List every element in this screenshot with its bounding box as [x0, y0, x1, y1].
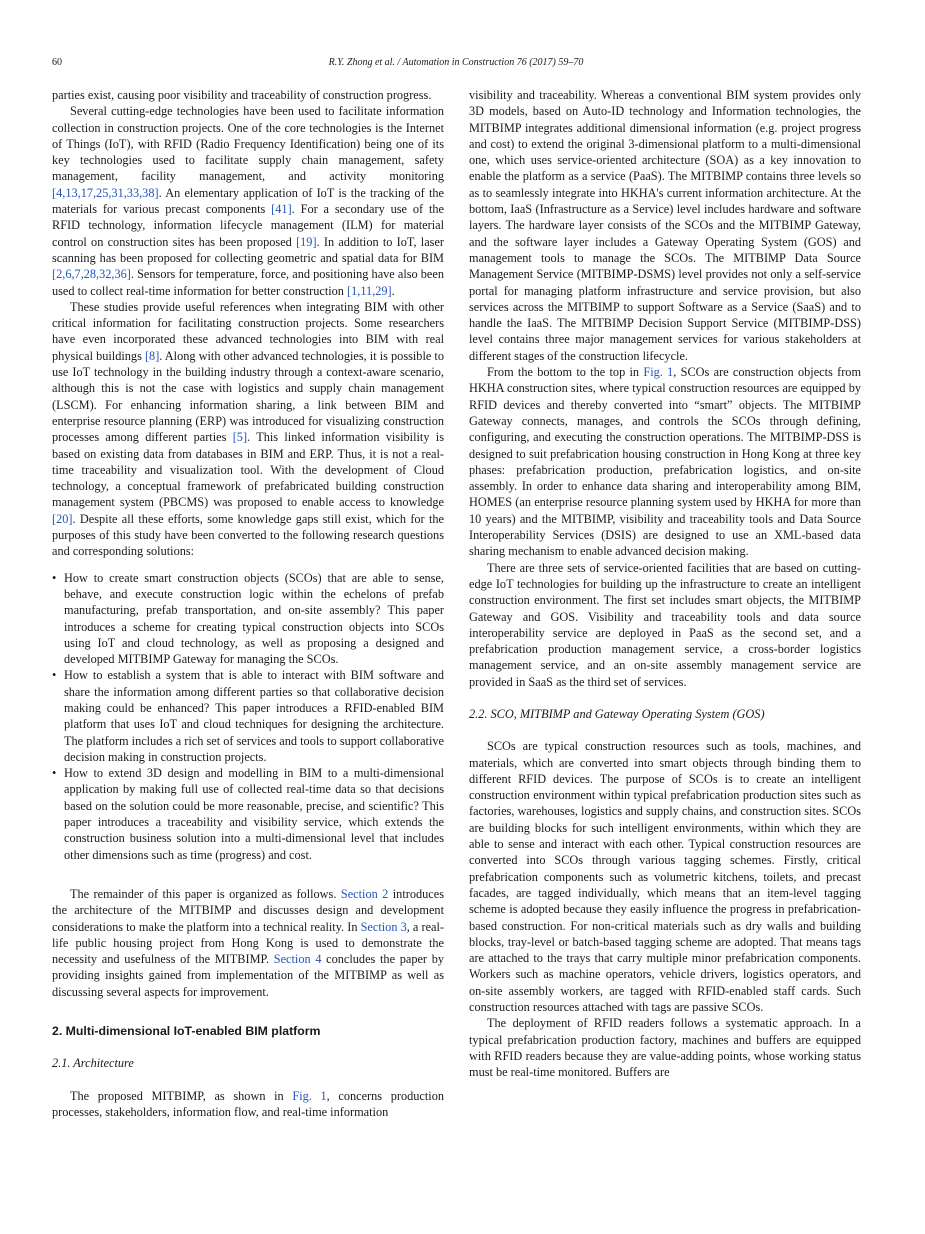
- figure-link[interactable]: Fig. 1: [292, 1088, 327, 1103]
- paragraph: From the bottom to the top in Fig. 1, SCOs are construction objects from HKHA construction sites, where typical construction resources are equipped by RFID devices and thereby converted into “smart” objects. The MITBIMP Gateway connects, manages, and controls the SCOs through defining, configuring, and executing the construction operations. The MITBIMP-DSS is designed to suit prefabrication housing construction in Hong Kong at three key phases: prefabrication production, prefabrication logistics, and on-site assembly. In order to enhance data sharing and interoperability among BIM, HOMES (an enterprise resource planning system used by HKHA for more than 10 years) and the MITBIMP, visibility and traceability tools and Data Source Interoperability Services (DSIS) are designed to use an XML-based data sharing mechanism to enable advanced decision making.: [469, 365, 862, 559]
- paragraph: The proposed MITBIMP, as shown in Fig. 1, concerns production processes, stakeholders, information flow, and real-time information: [52, 1088, 444, 1119]
- paragraph: Several cutting-edge technologies have been used to facilitate information collection in construction projects. One of the core technologies is the Internet of Things (IoT), with RFID (Radio Frequency Identification) being one of its key technologies used to facilitate supply chain management, safety management, facility management, and activity monitoring [4,13,17,25,31,33,38]. An elementary application of IoT is the tracking of the materials for various precast components [41]. For a secondary use of the RFID technology, information lifecycle management (ILM) for material control on construction sites has been proposed [19]. In addition to IoT, laser scanning has been proposed for collecting geometric and spatial data for BIM [2,6,7,28,32,36]. Sensors for temperature, force, and positioning have also been used to collect real-time information for better construction [1,11,29].: [52, 104, 445, 298]
- subsection-heading: 2.2. SCO, MITBIMP and Gateway Operating System (GOS): [469, 706, 765, 721]
- paragraph: There are three sets of service-oriented facilities that are based on cutting-edge IoT technologies for building up the infrastructure to create an intelligent construction environment. The first set includes smart objects, the MITBIMP Gateway and GOS. Visibility and traceability tools and data source interoperability service are deployed in PaaS as the second set, and a prefabrication production management service, a cross-border logistics management service, and an on-site assembly management service are provided in SaaS as the third set of services.: [469, 560, 861, 689]
- paragraph: These studies provide useful references when integrating BIM with other critical information for facilitating construction projects. Some researchers have even incorporated these advanced technologies into BIM with real physical buildings [8]. Along with other advanced technologies, it is possible to use IoT technology in the building industry through a context-aware scenario, although this is not the case with logistics and supply chain management (LSCM). For enhancing information sharing, a link between BIM and enterprise resource planning (ERP) was introduced for visualizing construction processes among different parties [5]. This linked information visibility is based on existing data from databases in BIM and ERP. Thus, it is not a real-time traceability and visualization tool. With the development of Cloud technology, a conceptual framework of prefabricated building construction management system (PBCMS) was proposed to enable access to knowledge [20]. Despite all these efforts, some knowledge gaps still exist, which for the purposes of this study have been converted to the following research questions and corresponding solutions:: [52, 299, 445, 559]
- list-item: • How to extend 3D design and modelling in BIM to a multi-dimensional application by making full use of collected real-time data so that decisions based on the solution could be more reasonable, precise, and scientific? This paper introduces a traceability and visibility service, which extends the construction business solution into a multi-dimensional level that includes other dimensions such as time (progress) and cost.: [52, 765, 444, 863]
- paragraph: The remainder of this paper is organized as follows. Section 2 introduces the architecture of the MITBIMP and discusses design and development considerations to make the platform into a technical reality. In Section 3, a real-life public housing project from Hong Kong is used to demonstrate the necessity and usefulness of the MITBIMP. Section 4 concludes the paper by providing insights gained from implementation of the MITBIMP as well as discussing several aspects for improvement.: [52, 886, 445, 999]
- paragraph: The deployment of RFID readers follows a systematic approach. In a typical prefabrication production factory, machines and buffers are equipped with RFID readers because they are value-adding points, whose working status must be real-time monitored. Buffers are: [469, 1016, 861, 1080]
- citation-link[interactable]: [19]: [296, 234, 317, 249]
- section-link[interactable]: Section 2: [340, 886, 389, 901]
- page-header: [52, 57, 860, 73]
- list-item: • How to establish a system that is able to interact with BIM software and share the information among different parties so that collaborative decision making could be enhanced? This paper introduces a RFID-enabled BIM platform that uses IoT and cloud techniques for designing the architecture. The platform includes a rich set of services and tools to support collaborative decision making in construction projects.: [52, 667, 444, 765]
- running-title: R.Y. Zhong et al. / Automation in Construction 76 (2017) 59–70: [328, 57, 584, 68]
- citation-link[interactable]: [4,13,17,25,31,33,38]: [52, 185, 159, 200]
- right-column: [469, 87, 861, 1081]
- paragraph: visibility and traceability. Whereas a conventional BIM system provides only 3D models, based on Auto-ID technology and Information technologies, the MITBIMP integrates additional dimensional information (e.g. project progress and cost) to extend the original 3-dimensional platform to a multi-dimensional one, which uses service-oriented architecture (SOA) as a key innovation to enable the platform as a service (PaaS). The MITBIMP contains three levels so as to seamlessly integrate into HKHA's current information architecture. At the bottom, IaaS (Infrastructure as a Service) level includes hardware and software layers. The hardware layer consists of the SCOs and the MITBIMP Gateway, and the software layer includes a Gateway Operating System (GOS) and management tools to manage the SCOs. The MITBIMP Data Source Management Service (MITBIMP-DSMS) level provides not only a self-service portal for managing platform infrastructure and service provision, but also services across the MITBIMP to support Software as a Service (SaaS) and to handle the IaaS. The MITBIMP Decision Support Service (MITBIMP-DSS) level contains three major management services for various stakeholders at different stages of the construction lifecycle.: [469, 88, 861, 363]
- list-item: • How to create smart construction objects (SCOs) that are able to sense, behave, and execute construction logic within the echelons of prefab manufacturing, prefab transportation, and on-site assembly? This paper introduces a scheme for creating typical construction objects into SCOs using IoT and cloud technology, as well as proposing a designed and developed MITBIMP Gateway for managing the SCOs.: [52, 570, 444, 668]
- section-link[interactable]: Section 4: [273, 952, 322, 967]
- figure-link[interactable]: Fig. 1: [643, 365, 674, 380]
- citation-link[interactable]: [2,6,7,28,32,36]: [52, 267, 131, 282]
- citation-link[interactable]: [8]: [144, 348, 160, 363]
- subsection-heading: 2.1. Architecture: [52, 1056, 134, 1071]
- left-column: [52, 87, 444, 1120]
- paragraph: SCOs are typical construction resources such as tools, machines, and materials, which are converted into smart objects through binding them to different RFID devices. The purpose of SCOs is to create an intelligent construction environment within typical prefabrication production sites such as factories, warehouses, logistics and supply chains, and construction sites. SCOs are building blocks for such intelligent environments, within which they are able to sense and interact with each other. Typical construction resources are converted into SCOs through various tagging schemes. Firstly, critical prefabrication components such as volumetric kitchens, toilets, and precast facades, are tagged individually, which means that an item-level tagging scheme is adopted because they easily influence the progress in prefabrication-based construction. For non-critical materials such as dry walls and building blocks, tray-level or batch-based tagging scheme are adopted. That means tags are attached to the trays that carry multiple minor prefabrication components. Workers such as machine operators, vehicle drivers, logistics operators, and on-site assembly workers, are tagged with RFID-enabled staff cards. Such construction resources attached with tags are passive SCOs.: [469, 739, 861, 1015]
- research-questions-list: [52, 570, 444, 863]
- citation-link[interactable]: [20]: [52, 511, 73, 526]
- citation-link[interactable]: [5]: [232, 430, 248, 445]
- citation-link[interactable]: [41]: [271, 202, 292, 217]
- citation-link[interactable]: [1,11,29]: [347, 283, 392, 298]
- section-link[interactable]: Section 3: [360, 919, 407, 934]
- page-number: 60: [52, 57, 62, 68]
- section-heading: 2. Multi-dimensional IoT-enabled BIM platform: [52, 1024, 321, 1039]
- paragraph: parties exist, causing poor visibility and traceability of construction progress.: [52, 88, 432, 102]
